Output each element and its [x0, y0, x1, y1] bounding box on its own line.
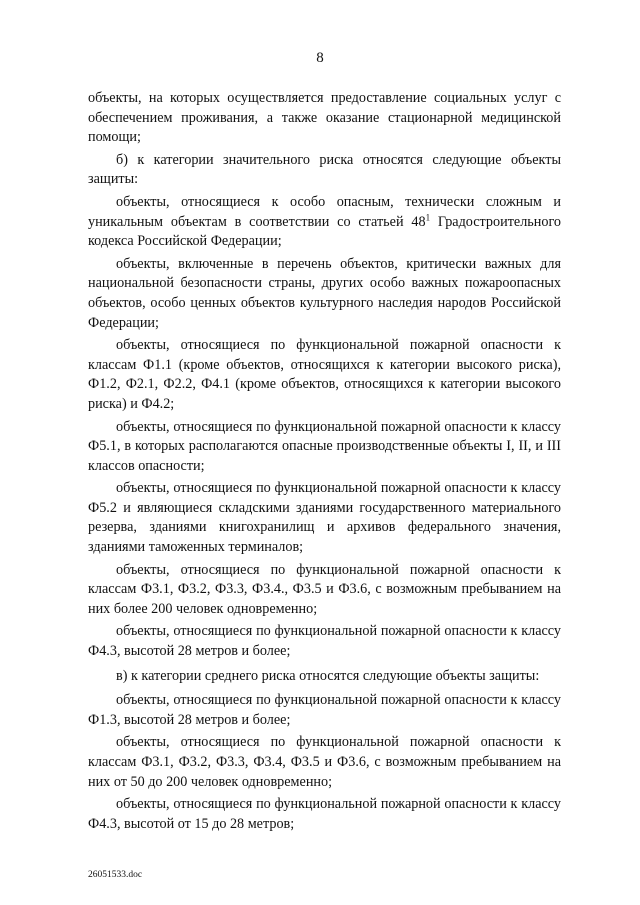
paragraph: объекты, относящиеся по функциональной пожарной опасности к классу Ф4.3, высотой от 15 до 28 метров;: [88, 796, 561, 832]
paragraph: объекты, относящиеся к особо опасным, технически сложным и уникальным объектам в соответствии со статьей $48^1$ Градостроительного кодекса Российской Федерации;: [88, 193, 561, 250]
paragraph: объекты, включенные в перечень объектов, критически важных для национальной безопасности страны, других особо важных пожароопасных объектов, особо ценных объектов культурного наследия народов Российской Федерации;: [88, 255, 561, 331]
page-number: 8: [316, 50, 324, 66]
document-body: [88, 89, 561, 834]
paragraph-category-b: б) к категории значительного риска относятся следующие объекты защиты:: [88, 151, 561, 188]
paragraph: объекты, относящиеся по функциональной пожарной опасности к классу Ф4.3, высотой 28 метров и более;: [88, 623, 561, 660]
footnote-superscript: 1: [425, 211, 431, 222]
paragraph: объекты, относящиеся по функциональной пожарной опасности к классу Ф1.3, высотой 28 метров и более;: [88, 692, 561, 728]
paragraph-category-c: в) к категории среднего риска относятся следующие объекты защиты:: [116, 667, 540, 684]
paragraph: объекты, относящиеся по функциональной пожарной опасности к классу Ф5.1, в которых располагаются опасные производственные объекты I, II, и III классов опасности;: [88, 418, 561, 474]
paragraph-continuation: объекты, на которых осуществляется предоставление социальных услуг с обеспечением проживания, а также оказание стационарной медицинской помощи;: [88, 90, 561, 146]
paragraph: объекты, относящиеся по функциональной пожарной опасности к классам Ф1.1 (кроме объектов, относящихся к категории высокого риска), Ф1.2, Ф2.1, Ф2.2, Ф4.1 (кроме объектов, относящихся к категории высокого риска) и Ф4.2;: [88, 337, 561, 412]
paragraph: объекты, относящиеся по функциональной пожарной опасности к классам Ф3.1, Ф3.2, Ф3.3, Ф3.4., Ф3.5 и Ф3.6, с возможным пребыванием на них более 200 человек одновременно;: [88, 561, 561, 617]
paragraph: объекты, относящиеся по функциональной пожарной опасности к классу Ф5.2 и являющиеся складскими зданиями государственного материального резерва, зданиями книгохранилищ и архивов федерального значения, зданиями таможенных терминалов;: [88, 480, 561, 556]
footer-filename: 26051533.doc: [88, 870, 143, 880]
paragraph: объекты, относящиеся по функциональной пожарной опасности к классам Ф3.1, Ф3.2, Ф3.3, Ф3.4, Ф3.5 и Ф3.6, с возможным пребыванием на них от 50 до 200 человек одновременно;: [88, 734, 561, 790]
